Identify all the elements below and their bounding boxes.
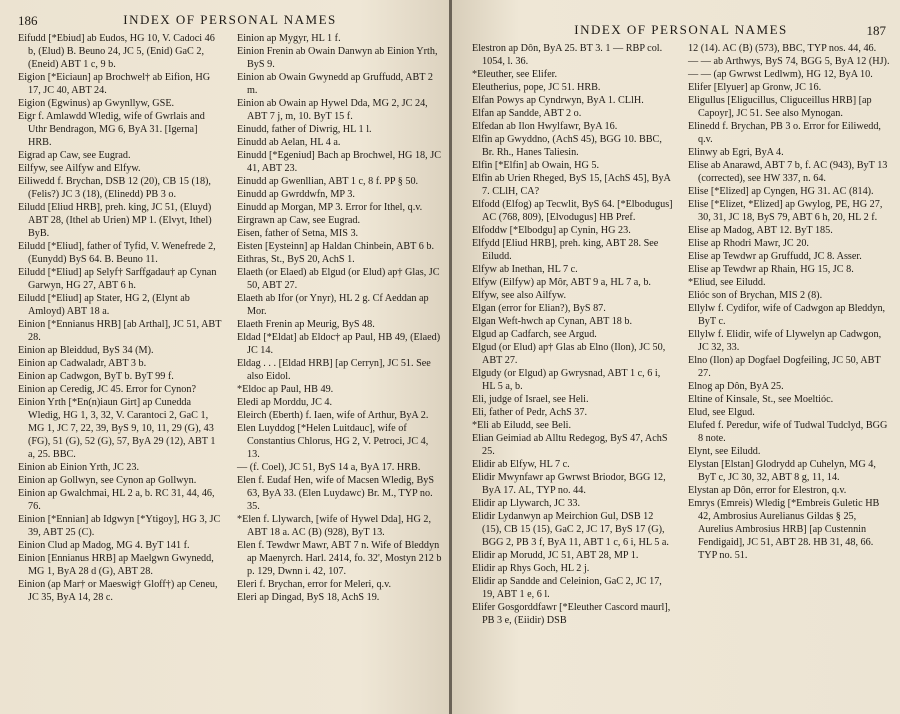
index-entry: Elfan ap Sandde, ABT 2 o. [472, 108, 582, 119]
index-entry: Elfodd (Elfog) ap Tecwlit, ByS 64. [*Elbodugus] AC (768, 809), [Elvodugus] HB Pref. [472, 199, 673, 223]
index-entry: Elgudy (or Elgud) ap Gwrysnad, ABT 1 c, 6 i, HL 5 a, b. [472, 368, 661, 392]
index-entry: Elidir ap Morudd, JC 51, ABT 28, MP 1. [472, 550, 639, 561]
index-entry: Elgan (error for Elian?), ByS 87. [472, 303, 606, 314]
index-entry: 12 (14). AC (B) (573), BBC, TYP nos. 44, 46. [688, 43, 877, 54]
index-entry: Einudd [*Egeniud] Bach ap Brochwel, HG 18, JC 41, ABT 23. [237, 150, 441, 174]
index-entry: Elidir ap Rhys Goch, HL 2 j. [472, 563, 590, 574]
index-entry: Eisten [Eysteinn] ap Haldan Chinbein, ABT 6 b. [237, 241, 435, 252]
index-entry: Elidir Mwynfawr ap Gwrwst Briodor, BGG 12, ByA 17. AL, TYP no. 44. [472, 472, 666, 496]
index-entry: Eigr f. Amlawdd Wledig, wife of Gwrlais and Uthr Bendragon, MG 6, ByA 31. [Igerna] HRB. [18, 111, 205, 148]
index-entry: Elgud (or Elud) ap† Glas ab Elno (Ilon), JC 50, ABT 27. [472, 342, 666, 366]
index-entry: Elfan Powys ap Cyndrwyn, ByA 1. CLlH. [472, 95, 644, 106]
index-entry: *Eleuther, see Elifer. [472, 69, 558, 80]
index-entry: Elfoddw [*Elbodgu] ap Cynin, HG 23. [472, 225, 631, 236]
index-entry: Elidir Lydanwyn ap Meirchion Gul, DSB 12 (15), CB 15 (15), GaC 2, JC 17, ByS 17 (G), BGG 2, PB 3 f, ByA 11, ABT 1 c, 6 i, HL 5 a. [472, 511, 669, 548]
index-entry: Elen Luyddog [*Helen Luitdauc], wife of Constantius Chlorus, HG 2, V. Petroci, JC 4, 13. [237, 423, 429, 460]
index-entry: Eiludd [*Eliud], father of Tyfid, V. Wenefrede 2, (Eunydd) ByS 64. B. Beuno 11. [18, 241, 216, 265]
index-entry: Eigion [*Eiciaun] ap Brochwel† ab Eifion, HG 17, JC 40, ABT 24. [18, 72, 211, 96]
index-entry: Elystan [Elstan] Glodrydd ap Cuhelyn, MG 4, ByT c, JC 30, 32, ABT 8 g, 11, 14. [688, 459, 876, 483]
index-column [688, 42, 890, 627]
index-entry: Elaeth Frenin ap Meurig, ByS 48. [237, 319, 375, 330]
index-entry: Elgud ap Cadfarch, see Argud. [472, 329, 597, 340]
index-entry: Einudd ap Gwenllian, ABT 1 c, 8 f. PP § 50. [237, 176, 419, 187]
index-entry: Elian Geimiad ab Alltu Redegog, ByS 47, AchS 25. [472, 433, 668, 457]
index-entry: Einion Clud ap Madog, MG 4. ByT 141 f. [18, 540, 190, 551]
index-entry: — — ab Arthwys, ByS 74, BGG 5, ByA 12 (HJ). [688, 56, 890, 67]
running-head: INDEX OF PERSONAL NAMES [574, 22, 788, 37]
index-entry: Eligullus [Eligucillus, Cliguceillus HRB] [ap Capoyr], JC 51. See also Mynogan. [688, 95, 872, 119]
index-entry: Elud, see Elgud. [688, 407, 755, 418]
index-entry: — — (ap Gwrwst Ledlwm), HG 12, ByA 10. [688, 69, 873, 80]
index-entry: Emrys (Emreis) Wledig [*Embreis Guletic HB 42, Ambrosius Aurelianus Gildas § 25, Aurelius Ambrosius HRB] [ap Custennin Fendigaid], JC 51, ABT 28. HB 31, 48, 66. TYP no. 51. [688, 498, 880, 561]
index-entry: Eisen, father of Setna, MIS 3. [237, 228, 359, 239]
page-number: 187 [866, 23, 886, 38]
index-entry: Eiludd [Eliud HRB], preh. king, JC 51, (Eluyd) ABT 28, (Ithel ab Urien) MP 1. (Elvyt, Ithel) ByB. [18, 202, 212, 239]
index-entry: Eleri ap Dingad, ByS 18, AchS 19. [237, 592, 380, 603]
index-entry: Einion ap Gwalchmai, HL 2 a, b. RC 31, 44, 46, 76. [18, 488, 215, 512]
index-entry: Einion [Ennianus HRB] ap Maelgwn Gwynedd, MG 1, ByA 28 d (G), ABT 28. [18, 553, 214, 577]
index-entry: Eli, judge of Israel, see Heli. [472, 394, 589, 405]
index-entry: Elnog ap Dôn, ByA 25. [688, 381, 784, 392]
index-entry: Elfin ap Gwyddno, (AchS 45), BGG 10. BBC, Br. Rh., Hanes Taliesin. [472, 134, 662, 158]
index-entry: Elgan Weft-hwch ap Cynan, ABT 18 b. [472, 316, 633, 327]
index-entry: Einion ap Mygyr, HL 1 f. [237, 33, 341, 44]
index-entry: Elise ab Anarawd, ABT 7 b, f. AC (943), ByT 13 (corrected), see HW 337, n. 64. [688, 160, 888, 184]
index-entry: Eirgrawn ap Caw, see Eugrad. [237, 215, 361, 226]
index-entry: Einion ap Bleiddud, ByS 34 (M). [18, 345, 154, 356]
index-entry: *Eli ab Eiludd, see Beli. [472, 420, 572, 431]
index-entry: Einion ap Cadwgon, ByT b. ByT 99 f. [18, 371, 174, 382]
index-entry: Elfydd [Eliud HRB], preh. king, ABT 28. See Eiludd. [472, 238, 659, 262]
index-entry: Elen f. Eudaf Hen, wife of Macsen Wledig, ByS 63, ByA 33. (Elen Luydawc) Br. M., TYP no. 35. [237, 475, 434, 512]
index-column [18, 32, 223, 604]
index-entry: Einion ab Owain ap Hywel Dda, MG 2, JC 24, ABT 7 j, m, 10. ByT 15 f. [237, 98, 428, 122]
index-entry: Elufed f. Peredur, wife of Tudwal Tudclyd, BGG 8 note. [688, 420, 888, 444]
page-number: 186 [18, 13, 38, 28]
left-page-header [18, 10, 442, 32]
index-entry: Eledi ap Morddu, JC 4. [237, 397, 333, 408]
index-entry: Einion ap Ceredig, JC 45. Error for Cynon? [18, 384, 196, 395]
index-entry: Eigrad ap Caw, see Eugrad. [18, 150, 131, 161]
index-entry: Elno (Ilon) ap Dogfael Dogfeiling, JC 50, ABT 27. [688, 355, 881, 379]
index-entry: Eiliwedd f. Brychan, DSB 12 (20), CB 15 (18), (Felis?) JC 3 (18), (Elinedd) PB 3 o. [18, 176, 211, 200]
index-entry: Ellylw f. Cydifor, wife of Cadwgon ap Bleddyn, ByT c. [688, 303, 886, 327]
index-entry: Einion [*Ennianus HRB] [ab Arthal], JC 51, ABT 28. [18, 319, 222, 343]
index-entry: Elestron ap Dôn, ByA 25. BT 3. 1 — RBP col. 1054, l. 36. [472, 43, 663, 67]
index-entry: Eithras, St., ByS 20, AchS 1. [237, 254, 355, 265]
index-entry: Elaeth (or Elaed) ab Elgud (or Elud) ap† Glas, JC 50, ABT 27. [237, 267, 440, 291]
right-page [452, 0, 900, 714]
index-entry: Elen f. Tewdwr Mawr, ABT 7 n. Wife of Bleddyn ap Maenyrch. Harl. 2414, fo. 32', Mostyn 212 b p. 129, Dwnn i. 42, 107. [237, 540, 442, 577]
index-entry: Elidir ap Sandde and Celeinion, GaC 2, JC 17, 19, ABT 1 e, 6 l. [472, 576, 662, 600]
index-entry: Elidir ab Elfyw, HL 7 c. [472, 459, 570, 470]
right-page-header [472, 20, 890, 42]
index-entry: Eldad [*Eldat] ab Eldoc† ap Paul, HB 49, (Elaed) JC 14. [237, 332, 441, 356]
index-entry: Einion ap Cadwaladr, ABT 3 b. [18, 358, 147, 369]
index-entry: Eiludd [*Eliud] ap Stater, HG 2, (Elynt ab Amloyd) ABT 18 a. [18, 293, 190, 317]
index-entry: Elinwy ab Egri, ByA 4. [688, 147, 784, 158]
index-entry: Elise [*Elized] ap Cyngen, HG 31. AC (814). [688, 186, 874, 197]
index-entry: Elfin [*Elfin] ab Owain, HG 5. [472, 160, 600, 171]
index-entry: Elise ap Tewdwr ap Gruffudd, JC 8. Asser. [688, 251, 862, 262]
index-entry: Einudd ap Gwrddwfn, MP 3. [237, 189, 355, 200]
index-entry: Elidir ap Llywarch, JC 33. [472, 498, 581, 509]
index-entry: Elaeth ab Ifor (or Ynyr), HL 2 g. Cf Aeddan ap Mor. [237, 293, 429, 317]
index-entry: Elfyw (Eilfyw) ap Môr, ABT 9 a, HL 7 a, b. [472, 277, 651, 288]
index-entry: Eldag . . . [Eldad HRB] [ap Cerryn], JC 51. See also Eidol. [237, 358, 431, 382]
index-entry: Elystan ap Dôn, error for Elestron, q.v. [688, 485, 847, 496]
index-entry: Eleirch (Eberth) f. Iaen, wife of Arthur, ByA 2. [237, 410, 429, 421]
index-entry: Einion Yrth [*En(n)iaun Girt] ap Cunedda Wledig, HG 1, 3, 32, V. Carantoci 2, GaC 1, MG 1, JC 7, 22, 39, ByS 9, 10, 11, 29 (G), 43 (FG), 51 (G), 52 (G), 57, ByA 29 (12), ABT 1 a, 25. BBC. [18, 397, 216, 460]
index-entry: Elise ap Rhodri Mawr, JC 20. [688, 238, 809, 249]
index-entry: Eleutherius, pope, JC 51. HRB. [472, 82, 601, 93]
index-entry: Eigion (Egwinus) ap Gwynllyw, GSE. [18, 98, 175, 109]
index-column [472, 42, 674, 627]
index-entry: Einion ab Owain Gwynedd ap Gruffudd, ABT 2 m. [237, 72, 433, 96]
index-entry: *Eliud, see Eiludd. [688, 277, 766, 288]
index-entry: Einion Frenin ab Owain Danwyn ab Einion Yrth, ByS 9. [237, 46, 438, 70]
index-entry: Einudd, father of Diwrig, HL 1 l. [237, 124, 372, 135]
index-entry: Elise ap Tewdwr ap Rhain, HG 15, JC 8. [688, 264, 854, 275]
index-entry: Einudd ap Morgan, MP 3. Error for Ithel, q.v. [237, 202, 423, 213]
index-entry: Elynt, see Eiludd. [688, 446, 761, 457]
index-entry: Eiludd [*Eliud] ap Selyf† Sarffgadau† ap Cynan Garwyn, HG 27, ABT 6 h. [18, 267, 217, 291]
index-entry: Eli, father of Pedr, AchS 37. [472, 407, 588, 418]
index-entry: Elfyw ab Inethan, HL 7 c. [472, 264, 578, 275]
index-entry: Eltine of Kinsale, St., see Moeltióc. [688, 394, 834, 405]
index-entry: Elióc son of Brychan, MIS 2 (8). [688, 290, 823, 301]
index-entry: *Elen f. Llywarch, [wife of Hywel Dda], HG 2, ABT 18 a. AC (B) (928), ByT 13. [237, 514, 432, 538]
index-entry: Einion [*Ennian] ab Idgwyn [*Ytigoy], HG 3, JC 39, ABT 25 (C). [18, 514, 221, 538]
index-entry: Elifer [Elyuer] ap Gronw, JC 16. [688, 82, 822, 93]
index-entry: *Eldoc ap Paul, HB 49. [237, 384, 334, 395]
index-entry: Eilfyw, see Ailfyw and Elfyw. [18, 163, 141, 174]
index-entry: Einion ap Gollwyn, see Cynon ap Gollwyn. [18, 475, 197, 486]
index-entry: Eleri f. Brychan, error for Meleri, q.v. [237, 579, 392, 590]
index-entry: Einion ab Einion Yrth, JC 23. [18, 462, 140, 473]
index-entry: Elfedan ab Ilon Hwylfawr, ByA 16. [472, 121, 618, 132]
index-entry: Elise ap Madog, ABT 12. ByT 185. [688, 225, 833, 236]
index-entry: Elfyw, see also Ailfyw. [472, 290, 567, 301]
index-entry: Elfin ab Urien Rheged, ByS 15, [AchS 45], ByA 7. CLlH, CA? [472, 173, 671, 197]
index-column [237, 32, 442, 604]
index-entry: Elifer Gosgorddfawr [*Eleuther Cascord maurl], PB 3 e, (Eiidir) DSB [472, 602, 671, 626]
running-head: INDEX OF PERSONAL NAMES [123, 12, 337, 27]
index-entry: Ellylw f. Elidir, wife of Llywelyn ap Cadwgon, JC 32, 33. [688, 329, 882, 353]
index-entry: — (f. Coel), JC 51, ByS 14 a, ByA 17. HRB. [237, 462, 421, 473]
index-entry: Einion (ap Mar† or Maeswig† Gloff†) ap Ceneu, JC 35, ByA 14, 28 c. [18, 579, 218, 603]
index-entry: Einudd ab Aelan, HL 4 a. [237, 137, 341, 148]
index-entry: Elinedd f. Brychan, PB 3 o. Error for Eiliwedd, q.v. [688, 121, 881, 145]
index-entry: Elise [*Elizet, *Elized] ap Gwylog, PE, HG 27, 30, 31, JC 18, ByS 79, ABT 6 h, 20, HL 2 f. [688, 199, 883, 223]
index-entry: Eifudd [*Ebiud] ab Eudos, HG 10, V. Cadoci 46 b, (Elud) B. Beuno 24, JC 5, (Enid) GaC 2, (Eneid) ABT 1 c, 9 b. [18, 33, 215, 70]
